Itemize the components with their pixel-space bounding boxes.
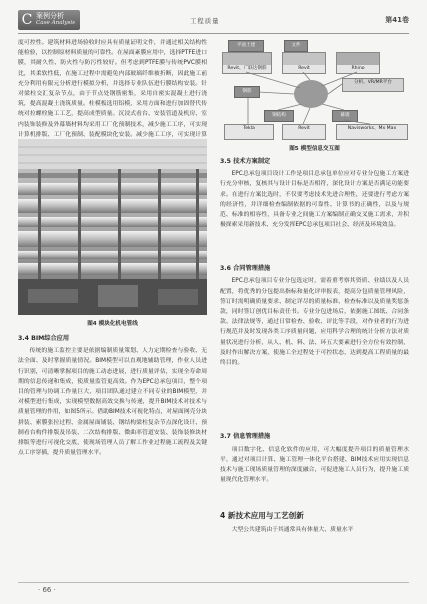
header-divider <box>18 33 409 34</box>
fig5-label-3: Revit <box>298 66 310 71</box>
logo-icon: C <box>21 12 33 28</box>
figure-4-photo <box>18 139 207 315</box>
section-3-4-title: 3.4 BIM综合应用 <box>18 335 70 342</box>
fig5-box-navis: Navisworks、Mx Max <box>336 124 408 140</box>
section-3-7-title: 3.7 信息管理措施 <box>220 433 271 441</box>
section-3-7-text: 项目数字化、信息化软件的应用，可大幅度提升项目的质量管理水平，通过对项目计算、施工管理一体化平台搭建、BIM技术应用实现信息技术与施工现场质量管理的深度融合，可促进施工人员行为，提升施工质量现代化管理水平。 <box>220 446 409 484</box>
section-title-en: Case Analysis <box>36 20 76 26</box>
fig5-label-2: Revit、广联达钢筋 <box>227 66 267 71</box>
section-title-cn: 案例分析 <box>36 12 64 20</box>
figure-5-diagram <box>220 38 409 142</box>
section-badge <box>18 10 80 30</box>
section-3-6-text: EPC总承包项目专业分包选定时，需着重考察其资质、业绩以及人员配置，将优秀的分包提出指标和量化评审报表，提高分包质量管理风险，签订时需明确质量要求、制定详尽的质量标准、检查标准以及质量奖惩条款，同时签订创优目标责任书。专业分包进场后，依据施工图纸、合同条款、法律法规等，通过日常检查、验收、评比等手段，对作业者的行为进行规范并及时发现各类工序质量问题，应用科学合理的统计分析方法对质量状况进行分析，从人、机、料、法、环五大要素进行全方位有效控制，及时作出解决方案，使施工全过程处于可控状态，达到提高工程质量的最终目的。 <box>220 278 409 367</box>
page-header <box>18 10 409 32</box>
fig5-box-file: 文件 <box>284 40 308 52</box>
section-3-6-title: 3.6 合同管理措施 <box>220 265 271 273</box>
page-footer <box>0 582 427 604</box>
fig5-box-tekla: Tekla <box>224 124 274 140</box>
section-3-5-title: 3.5 技术方案制定 <box>220 158 271 165</box>
fig5-box-revit2: Revit <box>282 124 326 140</box>
page-number: · 66 · <box>38 586 56 594</box>
mep-pipes-image <box>18 139 207 315</box>
fig5-box-vr: 分析、VR/MR平台 <box>342 78 404 92</box>
fig5-connectors <box>220 38 409 142</box>
section-4-text: 大型公共建筑由于其通常具有体量大、质量水平 <box>231 526 354 533</box>
fig5-box-facade: 幕墙 <box>332 110 358 122</box>
fig5-label-4: Rhino <box>351 66 365 71</box>
figure-4-caption: 图4 模块化机电管线 <box>87 321 138 327</box>
left-column-bim <box>18 331 207 578</box>
fig5-box-steel: 钢结构 <box>264 110 294 122</box>
section-3-5-text: EPC总承包项目设计工作是项目总承包单位应对专业分包施工方案进行充分审核，复核其与设计目标是否相符，深化设计方案是否满足功能要求。在进行方案比选时，不仅要考虑技术先进合理性，还要进行考虑方案的经济性，并详细检查编制依据的可靠性、计算书的正确性，以及与规范、标准的相容性，具备专业之间施工方案编制正确交叉施工需求，并积极探索采用新技术、充分发挥EPC总承包项目社会、经济及环境效益。 <box>220 171 409 229</box>
journal-name: 工程质量 <box>190 17 220 25</box>
footer-divider <box>18 582 409 583</box>
section-3-4-text: 传统的施工监控主要是依据编制质量策划、人力定期检查与验收、无法全面、及时掌握质量情况。BIM模型可以直观地辅助管理，作业人员进行识别，可清晰掌握项目的施工动态进展，进行质量评估，实现全寿命周期的信息传递和集成，使质量监管更高效。作为EPC总承包项目，整个项目的管理与协调工作量巨大，项目团队通过建立不同专业的BIM模型，并对模型进行集成，实现模型数据高效交换与传递，提升BIM技术对技术与质量管理的作用，如图5所示。借助BIM技术可视化特点，对屋面网壳分块拼装、索膜张拉过程、金属屋面铺装、钢结构梁柱复杂节点深化设计、预制看台构件排版及吊装、二次结构排版、微曲率管道安装、装饰装修块材排版等进行可视化交底，使现场管理人员了解工作业过程施工流程及关键点工序穿插，提升质量管理水平。 <box>18 348 207 457</box>
volume-label: 第41卷 <box>385 16 409 24</box>
section-4-title: 4 新技术应用与工艺创新 <box>220 510 304 520</box>
right-column-text <box>220 154 409 536</box>
figure-5-caption: 图5 模型信息交互图 <box>289 146 340 152</box>
fig5-box-rebar: 钢筋 <box>234 86 260 98</box>
intro-paragraph: 度可控性。建筑材料进场验收时应具有质量证明文件，并通过相关结构性能检验，以控制原材料质量的可靠性。在屋面紊膜应用中，选择PTFE进口膜，其耐久性、防火性与防污性较好。但考虑到PTFE膜与传统PVC膜相比，其柔软性低，在施工过程中需避免内部玻璃纤维被折断，因此施工前充分利用有限元分析进行模拟分析，并选择专业队伍进行膜结构安装。针对梁柱交汇复杂节点，由于节点处钢筋密集，采用自密实混凝土进行浇筑，提高混凝土浇筑质量。柱模板选用铝模，采用方面和进行加固替代传统对拉螺栓施工工艺，提高成型质量。沉浸式看台、安装管道及机房、室内装饰装修及外幕墙材料均采用工厂化预制技术，减少施工工序，可实现计算机排版、工厂化预制、装配模块化安装。减少施工工序，可实现计算 <box>18 40 207 138</box>
fig5-box-1: 平面土建 <box>228 40 264 52</box>
left-column-intro <box>18 38 207 138</box>
